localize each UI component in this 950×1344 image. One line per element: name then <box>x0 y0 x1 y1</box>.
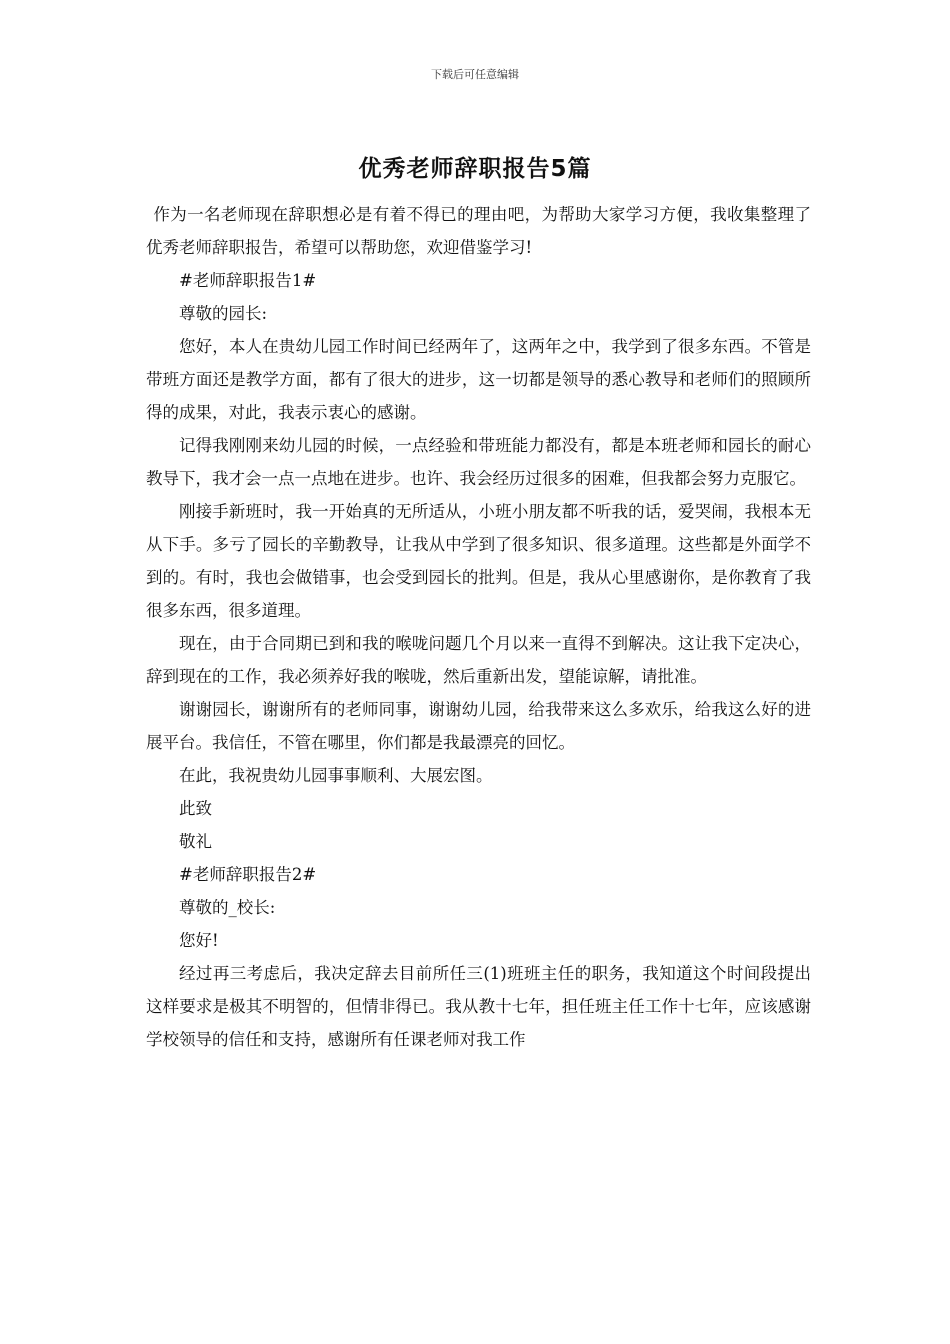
document-title: 优秀老师辞职报告5篇 <box>358 156 592 182</box>
closing-line: 敬礼 <box>179 832 212 851</box>
section-heading: #老师辞职报告2# <box>179 865 317 884</box>
salutation: 尊敬的_校长: <box>179 898 276 917</box>
body-paragraph: 经过再三考虑后，我决定辞去目前所任三(1)班班主任的职务，我知道这个时间段提出这样要求是极其不明智的，但情非得已。我从教十七年，担任班主任工作十七年，应该感谢学校领导的信任和支持，感谢所有任课老师对我工作 <box>146 964 811 1049</box>
intro-paragraph: 作为一名老师现在辞职想必是有着不得已的理由吧，为帮助大家学习方便，我收集整理了优秀老师辞职报告，希望可以帮助您，欢迎借鉴学习! <box>146 205 811 257</box>
document-body <box>146 198 811 1056</box>
body-paragraph: 刚接手新班时，我一开始真的无所适从，小班小朋友都不听我的话，爱哭闹，我根本无从下手。多亏了园长的辛勤教导，让我从中学到了很多知识、很多道理。这些都是外面学不到的。有时，我也会做错事，也会受到园长的批判。但是，我从心里感谢你，是你教育了我很多东西，很多道理。 <box>146 502 811 620</box>
page-header-note: 下载后可任意编辑 <box>431 68 519 81</box>
closing-line: 此致 <box>179 799 212 818</box>
greeting: 您好! <box>179 931 219 950</box>
body-paragraph: 谢谢园长，谢谢所有的老师同事，谢谢幼儿园，给我带来这么多欢乐，给我这么好的进展平台。我信任，不管在哪里，你们都是我最漂亮的回忆。 <box>146 700 811 752</box>
body-paragraph: 现在，由于合同期已到和我的喉咙问题几个月以来一直得不到解决。这让我下定决心，辞到现在的工作，我必须养好我的喉咙，然后重新出发，望能谅解，请批准。 <box>146 634 811 686</box>
section-heading: #老师辞职报告1# <box>179 271 317 290</box>
body-paragraph: 记得我刚刚来幼儿园的时候，一点经验和带班能力都没有，都是本班老师和园长的耐心教导下，我才会一点一点地在进步。也许、我会经历过很多的困难，但我都会努力克服它。 <box>146 436 811 488</box>
body-paragraph: 您好，本人在贵幼儿园工作时间已经两年了，这两年之中，我学到了很多东西。不管是带班方面还是教学方面，都有了很大的进步，这一切都是领导的悉心教导和老师们的照顾所得的成果，对此，我表示衷心的感谢。 <box>146 337 811 422</box>
salutation: 尊敬的园长: <box>179 304 268 323</box>
body-paragraph: 在此，我祝贵幼儿园事事顺利、大展宏图。 <box>179 766 493 785</box>
